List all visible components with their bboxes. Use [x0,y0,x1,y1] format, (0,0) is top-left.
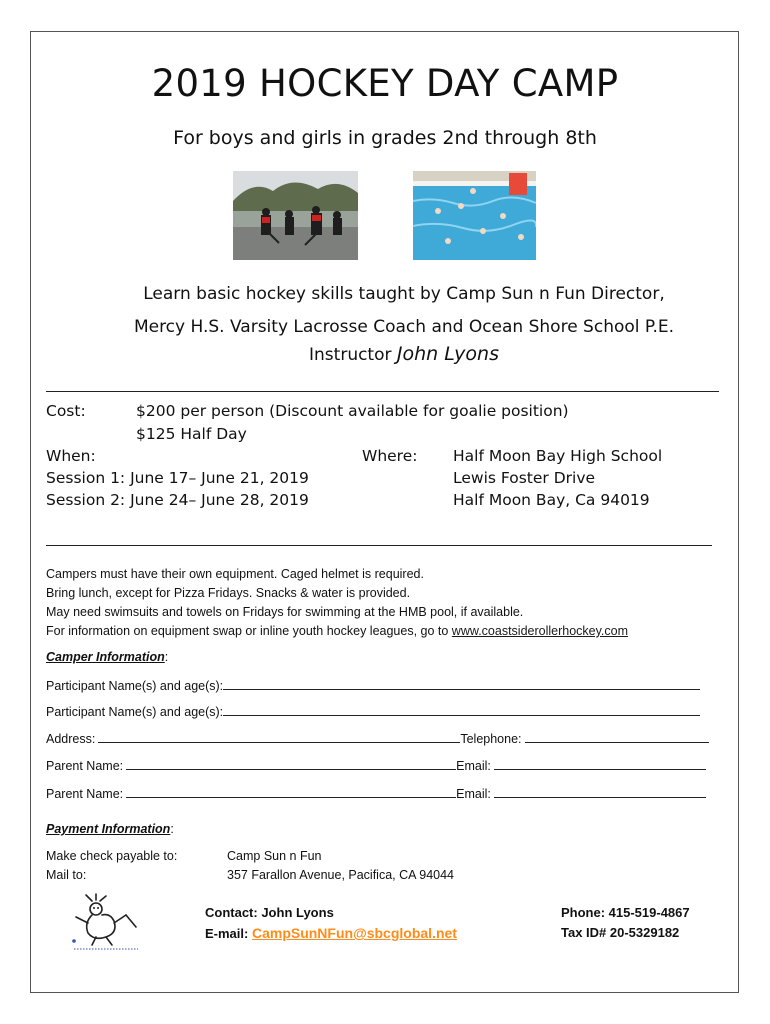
email-field-2[interactable] [494,786,706,798]
note-info-text: For information on equipment swap or inline youth hockey leagues, go to [46,624,452,638]
description-line-3 [0,343,770,365]
payable-value: Camp Sun n Fun [227,849,322,863]
contact-phone: Phone: 415-519-4867 [561,905,690,920]
email-label-2: Email: [456,787,491,801]
location-street: Lewis Foster Drive [453,469,596,487]
cost-half-day: $125 Half Day [136,425,247,443]
pool-swimmers-photo [413,171,536,260]
email-field-1[interactable] [494,758,706,770]
note-swimsuits: May need swimsuits and towels on Fridays for swimming at the HMB pool, if available. [46,605,524,619]
parent-field-2[interactable] [126,786,456,798]
contact-email-row [205,925,457,941]
mail-address: 357 Farallon Avenue, Pacifica, CA 94044 [227,868,455,882]
page-subtitle: For boys and girls in grades 2nd through 8th [173,127,597,149]
participant-row-2 [46,704,700,719]
email-label-1: Email: [456,759,491,773]
location-city: Half Moon Bay, Ca 94019 [453,491,650,509]
address-field[interactable] [98,731,460,743]
camper-info-heading-row: Camper Information: [46,650,169,664]
cost-full-day: $200 per person (Discount available for goalie position) [136,402,569,420]
location-name: Half Moon Bay High School [453,447,663,465]
where-label: Where: [362,447,418,465]
divider-middle [46,545,712,546]
camper-info-heading: Camper Information [46,650,165,664]
page-title: 2019 HOCKEY DAY CAMP [151,62,619,105]
telephone-field[interactable] [525,731,709,743]
description-line-2: Mercy H.S. Varsity Lacrosse Coach and Ocean Shore School P.E. [133,317,675,337]
when-label: When: [46,447,96,465]
hockey-players-photo [233,171,358,260]
payment-info-heading-row: Payment Information: [46,822,174,836]
participant-field-2[interactable] [223,704,700,716]
address-label: Address: [46,732,96,746]
mail-label: Mail to: [46,868,87,882]
address-row [46,731,709,746]
instructor-prefix: Instructor [309,345,397,365]
participant-row-1 [46,678,700,693]
description-line-1: Learn basic hockey skills taught by Camp Sun n Fun Director, [143,284,665,304]
divider-top [46,391,719,392]
session-1: Session 1: June 17– June 21, 2019 [46,469,309,487]
note-lunch: Bring lunch, except for Pizza Fridays. Snacks & water is provided. [46,586,411,600]
note-info [46,624,628,638]
email-label: E-mail: [205,926,252,941]
payable-label: Make check payable to: [46,849,178,863]
parent-field-1[interactable] [126,758,456,770]
participant-field-1[interactable] [223,678,700,690]
parent-label-2: Parent Name: [46,787,124,801]
camp-logo [66,893,142,953]
contact-email-link[interactable]: CampSunNFun@sbcglobal.net [251,925,457,941]
parent-row-2 [46,786,706,801]
payment-info-heading: Payment Information [46,822,171,836]
contact-name: Contact: John Lyons [205,905,334,920]
roller-hockey-link[interactable]: www.coastsiderollerhockey.com [451,624,629,638]
parent-label-1: Parent Name: [46,759,124,773]
participant-label-1: Participant Name(s) and age(s): [46,679,224,693]
telephone-label: Telephone: [460,732,522,746]
parent-row-1 [46,758,706,773]
cost-label: Cost: [46,402,86,420]
note-equipment: Campers must have their own equipment. Caged helmet is required. [46,567,424,581]
session-2: Session 2: June 24– June 28, 2019 [46,491,309,509]
participant-label-2: Participant Name(s) and age(s): [46,705,224,719]
instructor-name: John Lyons [396,343,499,365]
tax-id: Tax ID# 20-5329182 [561,925,680,940]
